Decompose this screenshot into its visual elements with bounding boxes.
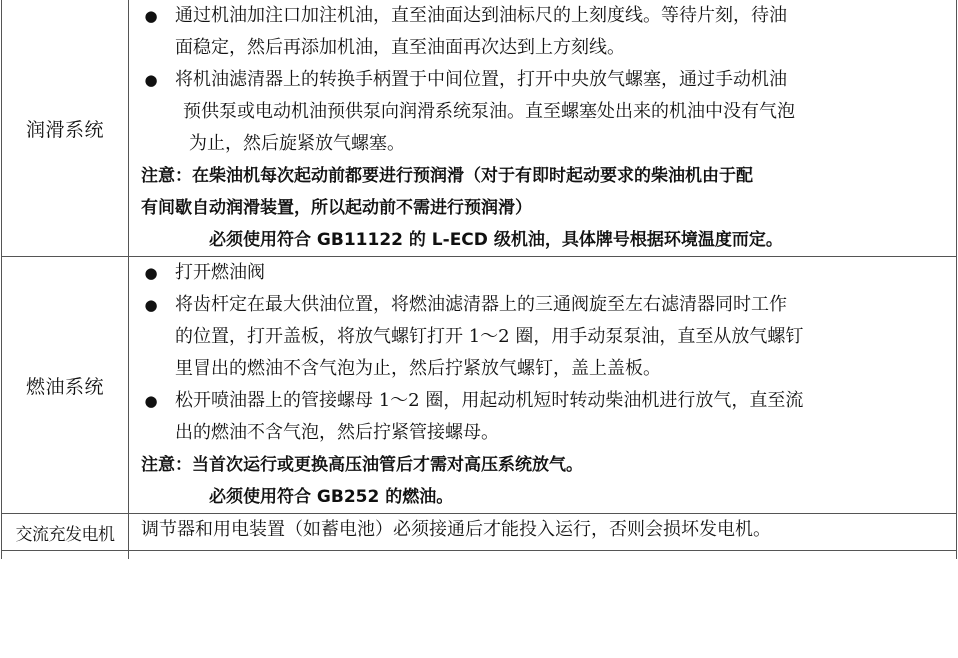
list-item-line: 里冒出的燃油不含气泡为止，然后拧紧放气螺钉，盖上盖板。	[175, 358, 661, 379]
note-line: 有间歇自动润滑装置，所以起动前不需进行预润滑）	[141, 198, 532, 218]
table-row	[2, 257, 957, 514]
note-line: 注意：在柴油机每次起动前都要进行预润滑（对于有即时起动要求的柴油机由于配	[141, 166, 753, 186]
row-label-alternator: 交流充发电机	[2, 514, 129, 551]
table-cell-empty	[2, 551, 129, 560]
list-item	[141, 64, 948, 160]
note-requirement: 必须使用符合 GB11122 的 L-ECD 级机油，具体牌号根据环境温度而定。	[209, 230, 783, 250]
procedure-table	[1, 0, 957, 559]
bullet-icon: ●	[144, 296, 158, 314]
bullet-icon: ●	[144, 392, 158, 410]
table-row	[2, 0, 957, 257]
list-item	[141, 0, 948, 64]
row-label-lubrication: 润滑系统	[2, 0, 129, 257]
list-item-line: 为止，然后旋紧放气螺塞。	[189, 133, 405, 154]
list-item	[141, 385, 948, 449]
note-requirement: 必须使用符合 GB252 的燃油。	[209, 487, 454, 507]
table-row	[2, 514, 957, 551]
list-item-line: 出的燃油不含气泡，然后拧紧管接螺母。	[175, 422, 499, 443]
table-row	[2, 551, 957, 560]
row-content-fuel	[129, 257, 957, 514]
row-text: 调节器和用电装置（如蓄电池）必须接通后才能投入运行，否则会损坏发电机。	[141, 519, 771, 540]
bullet-icon: ●	[144, 7, 158, 25]
list-item-line: 的位置，打开盖板，将放气螺钉打开 1～2 圈，用手动泵泵油，直至从放气螺钉	[175, 326, 804, 347]
list-item-line: 将机油滤清器上的转换手柄置于中间位置，打开中央放气螺塞，通过手动机油	[175, 69, 787, 90]
note-line: 注意：当首次运行或更换高压油管后才需对高压系统放气。	[141, 455, 583, 475]
bullet-icon: ●	[144, 71, 158, 89]
list-item-line: 通过机油加注口加注机油，直至油面达到油标尺的上刻度线。等待片刻，待油	[175, 5, 787, 26]
row-content-lubrication	[129, 0, 957, 257]
list-item	[141, 289, 948, 385]
list-item	[141, 257, 948, 289]
list-item-line: 预供泵或电动机油预供泵向润滑系统泵油。直至螺塞处出来的机油中没有气泡	[183, 101, 795, 122]
list-item-line: 打开燃油阀	[175, 262, 265, 283]
row-content-alternator	[129, 514, 957, 551]
list-item-line: 松开喷油器上的管接螺母 1～2 圈，用起动机短时转动柴油机进行放气，直至流	[175, 390, 804, 411]
row-label-fuel: 燃油系统	[2, 257, 129, 514]
table-cell-empty	[129, 551, 957, 560]
bullet-icon: ●	[144, 264, 158, 282]
list-item-line: 将齿杆定在最大供油位置，将燃油滤清器上的三通阀旋至左右滤清器同时工作	[175, 294, 787, 315]
list-item-line: 面稳定，然后再添加机油，直至油面再次达到上方刻线。	[175, 37, 625, 58]
